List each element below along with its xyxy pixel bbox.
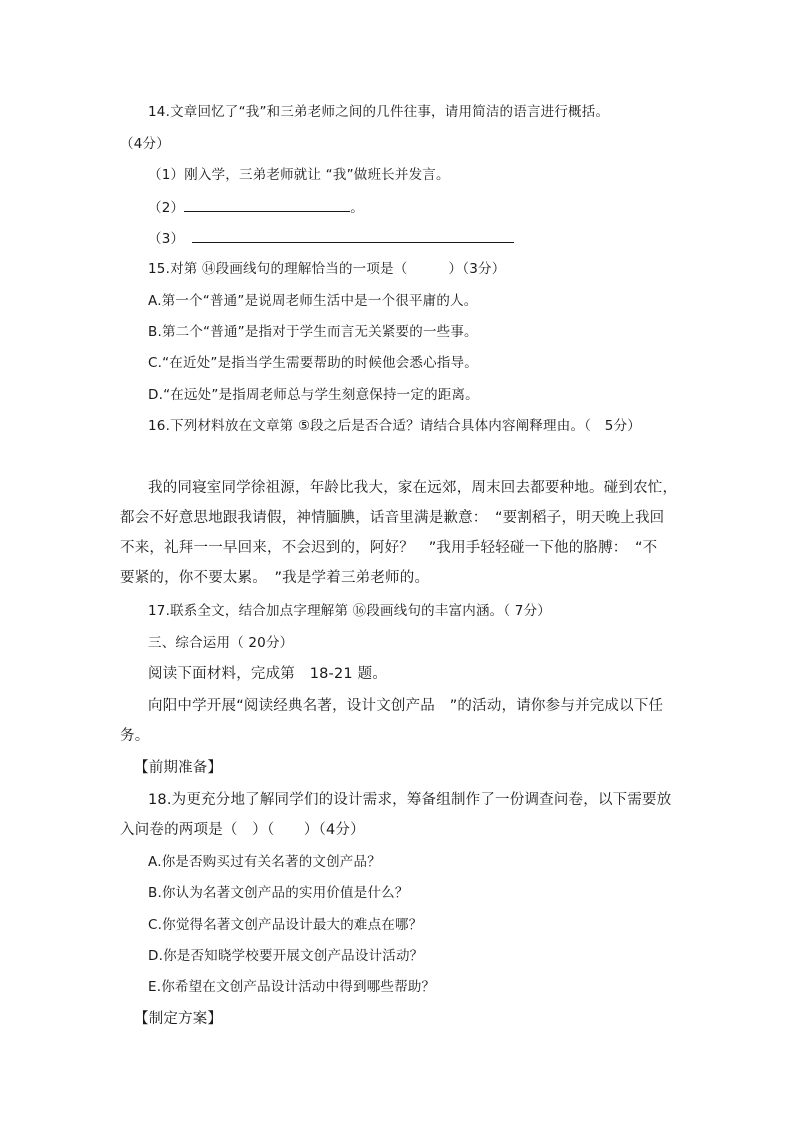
question-14-score: （4分）	[120, 136, 170, 152]
answer-3-blank[interactable]	[192, 228, 514, 243]
question-18-option-d: D.你是否知晓学校要开展文创产品设计活动？	[148, 948, 424, 964]
material-line-3: 不来，礼拜一一早回来，不会迟到的，阿好？ ”我用手轻轻碰一下他的胳膊： “不	[120, 540, 658, 556]
question-18-option-a: A.你是否购买过有关名著的文创产品？	[148, 854, 381, 870]
preparation-heading: 【前期准备】	[134, 760, 223, 776]
question-15-option-a: A.第一个“普通”是说周老师生活中是一个很平庸的人。	[148, 293, 478, 309]
answer-3-label: （3）	[148, 231, 185, 247]
answer-2-label: （2）	[148, 200, 185, 216]
question-14: 14.文章回忆了“我”和三弟老师之间的几件往事，请用简洁的语言进行概括。	[148, 104, 610, 120]
material-line-1: 我的同寝室同学徐祖源，年龄比我大，家在远郊，周末回去都要种地。碰到农忙，	[148, 480, 678, 496]
question-18: 18.为更充分地了解同学们的设计需求，筹备组制作了一份调查问卷，以下需要放	[148, 792, 672, 808]
question-17: 17.联系全文，结合加点字理解第 ⑯段画线句的丰富内涵。（ 7分）	[148, 603, 551, 619]
question-14-answer-2	[148, 197, 364, 218]
section-3-heading: 三、综合运用（ 20分）	[148, 635, 294, 651]
plan-heading: 【制定方案】	[134, 1011, 223, 1027]
question-16: 16.下列材料放在文章第 ⑤段之后是否合适？请结合具体内容阐释理由。（ 5分）	[148, 418, 642, 434]
material-line-2: 都会不好意思地跟我请假，神情腼腆，话音里满是歉意： “要割稻子，明天晚上我回	[120, 510, 665, 526]
reading-instruction: 阅读下面材料，完成第 18-21 题。	[148, 666, 388, 682]
question-15-option-d: D.“在远处”是指周老师总与学生刻意保持一定的距离。	[148, 387, 479, 403]
question-14-answer-3	[148, 228, 514, 249]
answer-2-end: 。	[350, 200, 364, 216]
question-18-option-b: B.你认为名著文创产品的实用价值是什么？	[148, 885, 409, 901]
material-line-4: 要紧的，你不要太累。 ”我是学着三弟老师的。	[120, 570, 430, 586]
question-18-cont: 入问卷的两项是（ ）（ ）（4分）	[120, 822, 365, 838]
question-18-option-c: C.你觉得名著文创产品设计最大的难点在哪？	[148, 917, 423, 933]
answer-2-blank[interactable]	[184, 197, 350, 212]
question-18-option-e: E.你希望在文创产品设计活动中得到哪些帮助？	[148, 979, 436, 995]
activity-intro-2: 务。	[120, 728, 150, 744]
question-15-option-c: C.“在近处”是指当学生需要帮助的时候他会悉心指导。	[148, 355, 478, 371]
question-15-option-b: B.第二个“普通”是指对于学生而言无关紧要的一些事。	[148, 324, 478, 340]
question-15: 15.对第 ⑭段画线句的理解恰当的一项是（ ）（3分）	[148, 261, 506, 277]
question-14-answer-1: （1）刚入学，三弟老师就让 “我”做班长并发言。	[148, 167, 450, 183]
activity-intro-1: 向阳中学开展“阅读经典名著，设计文创产品 ”的活动，请你参与并完成以下任	[148, 698, 664, 714]
